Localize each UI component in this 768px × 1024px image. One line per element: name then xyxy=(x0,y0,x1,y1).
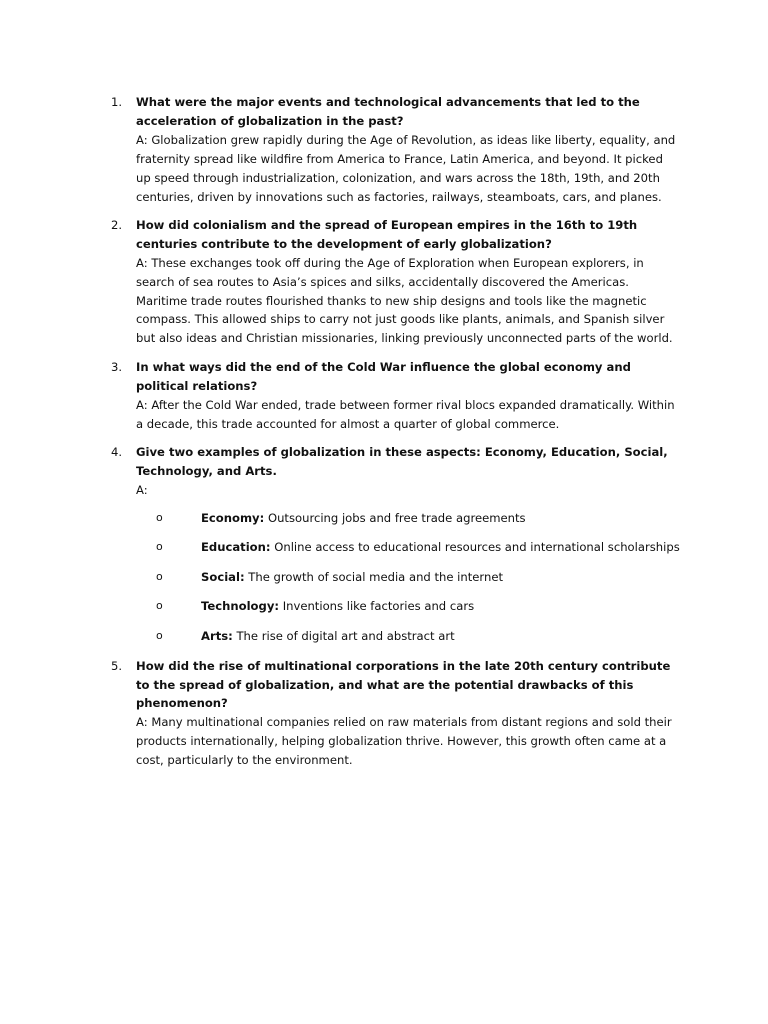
question-number: 1. xyxy=(111,95,123,109)
list-item-technology xyxy=(156,597,681,616)
question-item-2 xyxy=(111,216,681,348)
bullet-marker-icon: o xyxy=(156,540,163,554)
question-item-4 xyxy=(111,443,681,646)
question-text: Give two examples of globalization in these aspects: Economy, Education, Social, Technology, and Arts. xyxy=(136,444,668,478)
question-item-1 xyxy=(111,93,681,206)
question-list xyxy=(111,93,681,780)
answer-text: A: After the Cold War ended, trade between former rival blocs expanded dramatically. Within a decade, this trade accounted for almost a quarter of global commerce. xyxy=(136,397,675,431)
question-item-5 xyxy=(111,657,681,770)
bullet-label: Social: xyxy=(201,569,245,584)
bullet-text: Outsourcing jobs and free trade agreements xyxy=(264,510,526,525)
question-number: 2. xyxy=(111,217,123,232)
question-text: What were the major events and technological advancements that led to the acceleration of globalization in the past? xyxy=(136,95,640,128)
bullet-label: Arts: xyxy=(201,629,233,643)
bullet-text: Inventions like factories and cars xyxy=(279,599,475,614)
answer-text: A: These exchanges took off during the Age of Exploration when European explorers, in search of sea routes to Asia’s spices and silks, accidentally discovered the Americas. Maritime trade routes flourished thanks to new ship designs and tools like the magnetic compass. This allowed ships to carry not just goods like plants, animals, and Spanish silver but also ideas and Christian missionaries, linking previously unconnected parts of the world. xyxy=(136,255,673,346)
examples-list xyxy=(136,509,681,646)
bullet-label: Education: xyxy=(201,540,271,555)
question-text: In what ways did the end of the Cold War influence the global economy and political relations? xyxy=(136,359,631,393)
bullet-marker-icon: o xyxy=(156,510,163,524)
question-number: 3. xyxy=(111,359,123,374)
bullet-marker-icon: o xyxy=(156,599,163,613)
bullet-marker-icon: o xyxy=(156,569,163,583)
bullet-label: Economy: xyxy=(201,510,265,525)
list-item-arts xyxy=(156,627,681,646)
question-number: 5. xyxy=(111,658,123,673)
bullet-label: Technology: xyxy=(201,599,280,614)
question-text: How did colonialism and the spread of European empires in the 16th to 19th centuries contribute to the development of early globalization? xyxy=(136,217,638,251)
question-text: How did the rise of multinational corporations in the late 20th century contribute to the spread of globalization, and what are the potential drawbacks of this phenomenon? xyxy=(136,658,671,711)
answer-text: A: xyxy=(136,482,148,497)
list-item-social xyxy=(156,568,681,587)
bullet-text: The growth of social media and the internet xyxy=(244,569,504,584)
question-item-3 xyxy=(111,358,681,434)
answer-text: A: Many multinational companies relied on raw materials from distant regions and sold their products internationally, helping globalization thrive. However, this growth often came at a cost, particularly to the environment. xyxy=(136,715,672,768)
bullet-text: Online access to educational resources and international scholarships xyxy=(270,540,680,555)
bullet-marker-icon: o xyxy=(156,629,163,642)
answer-text: A: Globalization grew rapidly during the Age of Revolution, as ideas like liberty, equality, and fraternity spread like wildfire from America to France, Latin America, and beyond. It picked up speed through industrialization, colonization, and wars across the 18th, 19th, and 20th centuries, driven by innovations such as factories, railways, steamboats, cars, and planes. xyxy=(136,132,676,204)
question-number: 4. xyxy=(111,444,123,459)
bullet-text: The rise of digital art and abstract art xyxy=(232,629,455,643)
list-item-economy xyxy=(156,509,681,528)
list-item-education xyxy=(156,538,681,557)
